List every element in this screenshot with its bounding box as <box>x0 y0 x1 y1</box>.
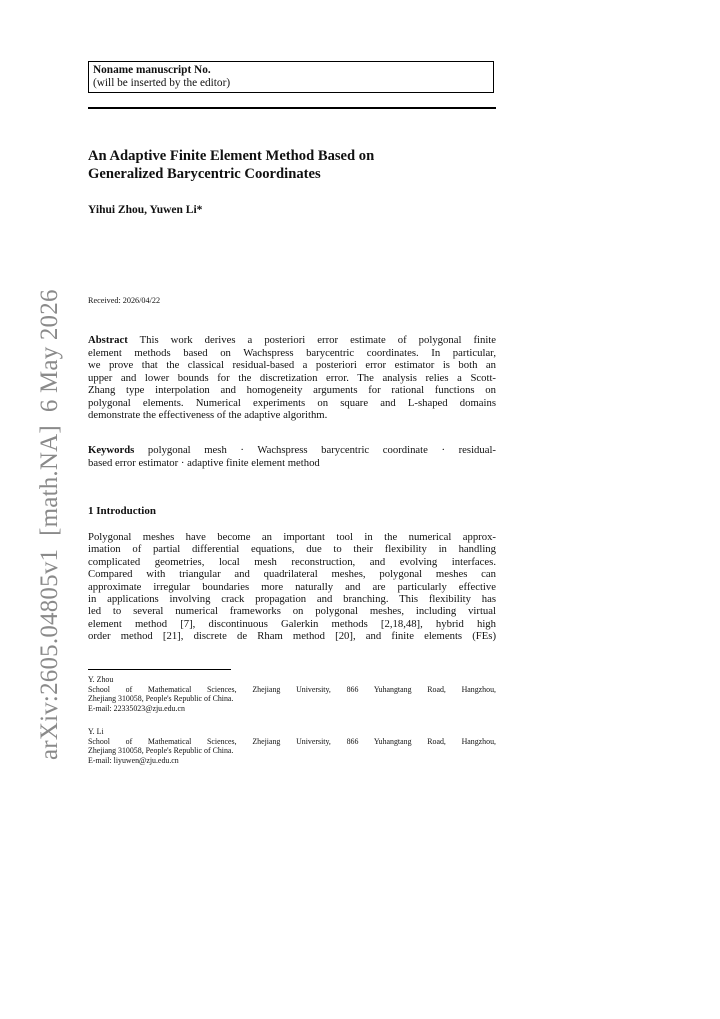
abstract-line: Abstract This work derives a posteriori error estimate of polygonal finite <box>88 334 497 346</box>
intro-line: imation of partial differential equations, due to their flexibility in handling <box>88 543 496 556</box>
manuscript-number-box <box>88 61 494 93</box>
author-list: Yihui Zhou, Yuwen Li* <box>88 204 203 216</box>
footnote-affiliation: School of Mathematical Sciences, Zhejiang University, 866 Yuhangtang Road, Hangzhou, <box>88 684 496 694</box>
keywords-line: based error estimator · adaptive finite element method <box>88 456 320 469</box>
title-line-1: An Adaptive Finite Element Method Based on <box>88 148 375 164</box>
intro-line: in applications involving crack propagation and branching. This flexibility has <box>88 593 496 606</box>
footnote-email[interactable]: E-mail: liyuwen@zju.edu.cn <box>88 755 179 765</box>
section-heading-introduction: 1 Introduction <box>88 505 156 517</box>
paper-title <box>88 147 496 183</box>
footnote-rule <box>88 669 231 670</box>
author-footnote-zhou <box>88 675 496 713</box>
abstract-line: Zhang type interpolation and homogeneity arguments for rational functions on <box>88 384 496 397</box>
intro-line: complicated geometries, local mesh reconstruction, and evolving interfaces. <box>88 555 496 568</box>
footnote-author-name: Y. Li <box>88 727 104 736</box>
abstract-heading: Abstract <box>88 334 128 346</box>
abstract-line: polygonal elements. Numerical experiments on square and L-shaped domains <box>88 396 496 409</box>
intro-line: approximate irregular boundaries more naturally and are particularly effective <box>88 580 496 593</box>
abstract-block <box>88 334 496 422</box>
manuscript-label: Noname manuscript No. <box>93 64 211 76</box>
editor-note: (will be inserted by the editor) <box>93 77 231 89</box>
intro-line: order method [21], discrete de Rham method [20], and finite elements (FEs) <box>88 630 496 643</box>
intro-line: Polygonal meshes have become an important tool in the numerical approx- <box>88 531 496 543</box>
header-rule <box>88 107 496 109</box>
footnote-address: Zhejiang 310058, People's Republic of China. <box>88 694 234 704</box>
footnote-affiliation: School of Mathematical Sciences, Zhejiang University, 866 Yuhangtang Road, Hangzhou, <box>88 736 496 746</box>
footnote-address: Zhejiang 310058, People's Republic of China. <box>88 746 234 756</box>
received-date: Received: 2026/04/22 <box>88 296 161 305</box>
footnote-author-name: Y. Zhou <box>88 675 114 684</box>
author-footnote-li <box>88 727 496 765</box>
keywords-block <box>88 444 496 469</box>
intro-line: led to several numerical frameworks on polygonal meshes, including virtual <box>88 605 496 618</box>
keywords-heading: Keywords <box>88 444 135 456</box>
abstract-line: upper and lower bounds for the discretization error. The analysis relies a Scott- <box>88 371 496 384</box>
abstract-line: demonstrate the effectiveness of the adaptive algorithm. <box>88 409 328 422</box>
introduction-paragraph <box>88 531 496 643</box>
abstract-line: we prove that the classical residual-based a posteriori error estimator is both an <box>88 359 496 372</box>
title-line-2: Generalized Barycentric Coordinates <box>88 166 321 182</box>
intro-line: element method [7], discontinuous Galerkin methods [2,18,48], hybrid high <box>88 617 496 630</box>
intro-line: Compared with triangular and quadrilateral meshes, polygonal meshes can <box>88 568 496 581</box>
abstract-line: element methods based on Wachspress barycentric coordinates. In particular, <box>88 346 496 359</box>
keywords-line: Keywords polygonal mesh · Wachspress barycentric coordinate · residual- <box>88 444 496 456</box>
footnote-email[interactable]: E-mail: 22335023@zju.edu.cn <box>88 703 185 713</box>
arxiv-identifier-stamp[interactable]: arXiv:2605.04805v1 [math.NA] 6 May 2026 <box>36 289 63 760</box>
